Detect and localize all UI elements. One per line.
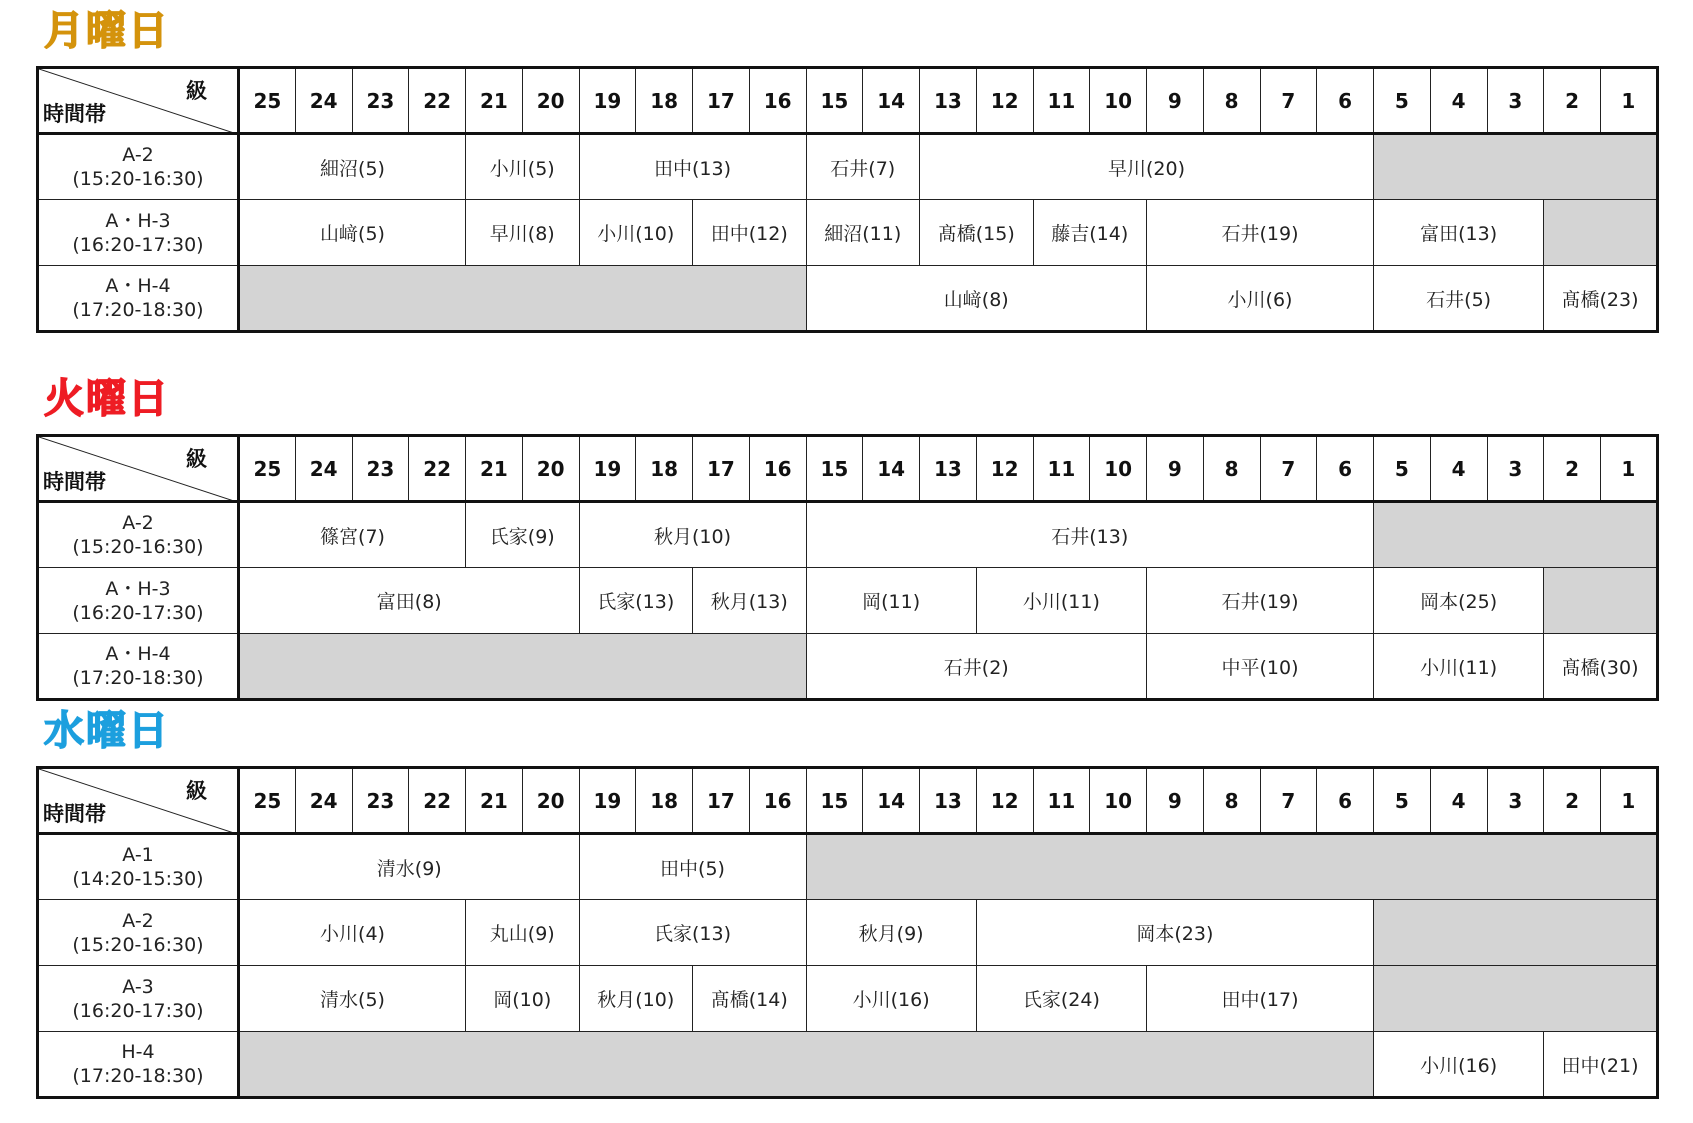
unavailable-cell	[1374, 134, 1658, 200]
unavailable-cell	[1374, 966, 1658, 1032]
grade-header-cell: 12	[976, 68, 1033, 134]
grade-header-cell: 17	[693, 436, 750, 502]
grade-header-cell: 1	[1601, 68, 1658, 134]
instructor-cell: 氏家(13)	[579, 568, 693, 634]
instructor-cell: 髙橋(23)	[1544, 266, 1658, 332]
grade-header-cell: 1	[1601, 768, 1658, 834]
grade-header-cell: 18	[636, 68, 693, 134]
grade-header-cell: 11	[1033, 68, 1090, 134]
time-range: (15:20-16:30)	[72, 933, 204, 956]
instructor-cell: 早川(8)	[466, 200, 580, 266]
grade-header-cell: 24	[295, 768, 352, 834]
grade-header-cell: 25	[239, 68, 296, 134]
unavailable-cell	[239, 266, 807, 332]
grade-header-cell: 14	[863, 436, 920, 502]
instructor-cell: 岡(10)	[466, 966, 580, 1032]
time-slot-row	[38, 834, 1658, 900]
grade-header-row	[38, 768, 1658, 834]
grade-header-cell: 4	[1430, 436, 1487, 502]
grade-header-cell: 2	[1544, 768, 1601, 834]
instructor-cell: 秋月(10)	[579, 966, 693, 1032]
time-slot-header	[38, 834, 239, 900]
grade-header-cell: 13	[920, 68, 977, 134]
instructor-cell: 細沼(5)	[239, 134, 466, 200]
grade-header-cell: 14	[863, 768, 920, 834]
instructor-cell: 山﨑(8)	[806, 266, 1147, 332]
grade-header-cell: 10	[1090, 68, 1147, 134]
grade-header-cell: 10	[1090, 768, 1147, 834]
time-slot-label: 時間帯	[43, 802, 106, 826]
instructor-cell: 石井(5)	[1374, 266, 1544, 332]
grade-header-cell: 22	[409, 68, 466, 134]
instructor-cell: 丸山(9)	[466, 900, 580, 966]
day-title: 月曜日	[44, 8, 170, 54]
instructor-cell: 早川(20)	[920, 134, 1374, 200]
schedule-table	[36, 766, 1659, 1099]
grade-header-cell: 18	[636, 768, 693, 834]
time-slot-row	[38, 966, 1658, 1032]
class-code: A・H-3	[105, 209, 171, 232]
time-slot-row	[38, 568, 1658, 634]
class-code: A・H-4	[105, 275, 171, 297]
time-slot-row	[38, 900, 1658, 966]
grade-header-cell: 15	[806, 68, 863, 134]
instructor-cell: 篠宮(7)	[239, 502, 466, 568]
instructor-cell: 秋月(13)	[693, 568, 807, 634]
instructor-cell: 小川(16)	[806, 966, 976, 1032]
instructor-cell: 岡本(23)	[976, 900, 1373, 966]
unavailable-cell	[239, 634, 807, 700]
class-code: A-2	[122, 512, 154, 534]
grade-header-cell: 4	[1430, 768, 1487, 834]
class-code: A-2	[122, 144, 154, 166]
time-range: (16:20-17:30)	[72, 233, 204, 256]
corner-header	[38, 436, 239, 502]
grade-header-cell: 18	[636, 436, 693, 502]
grade-header-cell: 5	[1374, 768, 1431, 834]
grade-header-cell: 25	[239, 768, 296, 834]
time-range: (16:20-17:30)	[72, 999, 204, 1022]
instructor-cell: 田中(21)	[1544, 1032, 1658, 1098]
grade-label: 級	[186, 79, 207, 103]
instructor-cell: 髙橋(15)	[920, 200, 1034, 266]
instructor-cell: 髙橋(30)	[1544, 634, 1658, 700]
instructor-cell: 石井(7)	[806, 134, 920, 200]
grade-header-cell: 9	[1147, 68, 1204, 134]
grade-header-cell: 17	[693, 768, 750, 834]
instructor-cell: 氏家(24)	[976, 966, 1146, 1032]
time-range: (17:20-18:30)	[72, 299, 204, 321]
instructor-cell: 山﨑(5)	[239, 200, 466, 266]
time-slot-row	[38, 502, 1658, 568]
grade-header-cell: 5	[1374, 68, 1431, 134]
grade-header-cell: 15	[806, 768, 863, 834]
grade-header-cell: 8	[1203, 68, 1260, 134]
time-slot-row	[38, 134, 1658, 200]
instructor-cell: 田中(13)	[579, 134, 806, 200]
instructor-cell: 小川(16)	[1374, 1032, 1544, 1098]
time-range: (17:20-18:30)	[72, 1065, 204, 1087]
time-slot-header	[38, 1032, 239, 1098]
grade-header-cell: 20	[522, 436, 579, 502]
grade-header-cell: 16	[749, 768, 806, 834]
grade-header-cell: 10	[1090, 436, 1147, 502]
schedule-table	[36, 434, 1659, 701]
class-code: A・H-3	[105, 577, 171, 600]
grade-header-cell: 7	[1260, 768, 1317, 834]
time-range: (15:20-16:30)	[72, 536, 204, 558]
grade-header-cell: 3	[1487, 68, 1544, 134]
grade-header-cell: 22	[409, 768, 466, 834]
unavailable-cell	[239, 1032, 1374, 1098]
grade-header-cell: 24	[295, 436, 352, 502]
grade-header-cell: 22	[409, 436, 466, 502]
day-title: 火曜日	[44, 376, 170, 422]
time-slot-header	[38, 634, 239, 700]
grade-header-cell: 5	[1374, 436, 1431, 502]
grade-header-cell: 12	[976, 436, 1033, 502]
grade-header-cell: 23	[352, 768, 409, 834]
time-slot-row	[38, 634, 1658, 700]
grade-header-cell: 3	[1487, 768, 1544, 834]
corner-header	[38, 768, 239, 834]
unavailable-cell	[1374, 502, 1658, 568]
grade-header-cell: 7	[1260, 436, 1317, 502]
time-slot-row	[38, 266, 1658, 332]
time-range: (15:20-16:30)	[72, 168, 204, 190]
instructor-cell: 秋月(9)	[806, 900, 976, 966]
grade-header-cell: 6	[1317, 436, 1374, 502]
grade-header-cell: 19	[579, 436, 636, 502]
instructor-cell: 小川(11)	[1374, 634, 1544, 700]
class-code: A-2	[122, 909, 154, 932]
schedule-table	[36, 66, 1659, 333]
grade-header-cell: 16	[749, 436, 806, 502]
grade-header-cell: 13	[920, 436, 977, 502]
grade-header-cell: 19	[579, 68, 636, 134]
unavailable-cell	[806, 834, 1657, 900]
time-range: (17:20-18:30)	[72, 667, 204, 689]
instructor-cell: 氏家(13)	[579, 900, 806, 966]
class-code: A-3	[122, 975, 154, 998]
grade-header-cell: 12	[976, 768, 1033, 834]
instructor-cell: 富田(8)	[239, 568, 580, 634]
instructor-cell: 細沼(11)	[806, 200, 920, 266]
time-slot-header	[38, 568, 239, 634]
time-slot-row	[38, 200, 1658, 266]
time-slot-label: 時間帯	[43, 102, 106, 126]
instructor-cell: 清水(9)	[239, 834, 580, 900]
grade-header-cell: 16	[749, 68, 806, 134]
unavailable-cell	[1374, 900, 1658, 966]
grade-header-cell: 23	[352, 436, 409, 502]
grade-header-cell: 9	[1147, 436, 1204, 502]
grade-header-cell: 15	[806, 436, 863, 502]
grade-header-cell: 2	[1544, 68, 1601, 134]
instructor-cell: 氏家(9)	[466, 502, 580, 568]
instructor-cell: 田中(17)	[1147, 966, 1374, 1032]
instructor-cell: 藤吉(14)	[1033, 200, 1147, 266]
instructor-cell: 小川(6)	[1147, 266, 1374, 332]
grade-header-cell: 6	[1317, 68, 1374, 134]
grade-header-cell: 9	[1147, 768, 1204, 834]
grade-header-cell: 14	[863, 68, 920, 134]
grade-header-cell: 2	[1544, 436, 1601, 502]
grade-header-cell: 1	[1601, 436, 1658, 502]
time-slot-row	[38, 1032, 1658, 1098]
instructor-cell: 小川(10)	[579, 200, 693, 266]
day-title: 水曜日	[44, 708, 170, 754]
grade-header-cell: 17	[693, 68, 750, 134]
time-slot-header	[38, 266, 239, 332]
grade-header-cell: 20	[522, 768, 579, 834]
grade-header-cell: 13	[920, 768, 977, 834]
instructor-cell: 秋月(10)	[579, 502, 806, 568]
time-range: (14:20-15:30)	[72, 868, 204, 890]
grade-label: 級	[186, 779, 207, 803]
instructor-cell: 石井(19)	[1147, 200, 1374, 266]
grade-header-cell: 19	[579, 768, 636, 834]
grade-header-cell: 21	[466, 768, 523, 834]
instructor-cell: 清水(5)	[239, 966, 466, 1032]
grade-header-cell: 21	[466, 68, 523, 134]
grade-header-cell: 7	[1260, 68, 1317, 134]
instructor-cell: 小川(11)	[976, 568, 1146, 634]
instructor-cell: 田中(12)	[693, 200, 807, 266]
grade-header-cell: 8	[1203, 436, 1260, 502]
unavailable-cell	[1544, 200, 1658, 266]
grade-header-cell: 3	[1487, 436, 1544, 502]
instructor-cell: 石井(2)	[806, 634, 1147, 700]
grade-header-cell: 6	[1317, 768, 1374, 834]
class-code: A・H-4	[105, 643, 171, 665]
grade-header-cell: 20	[522, 68, 579, 134]
class-code: A-1	[122, 844, 154, 866]
time-slot-header	[38, 200, 239, 266]
grade-label: 級	[186, 447, 207, 471]
grade-header-cell: 21	[466, 436, 523, 502]
time-slot-header	[38, 502, 239, 568]
instructor-cell: 中平(10)	[1147, 634, 1374, 700]
corner-header	[38, 68, 239, 134]
time-slot-label: 時間帯	[43, 470, 106, 494]
time-slot-header	[38, 900, 239, 966]
instructor-cell: 石井(13)	[806, 502, 1374, 568]
time-range: (16:20-17:30)	[72, 601, 204, 624]
unavailable-cell	[1544, 568, 1658, 634]
grade-header-cell: 11	[1033, 768, 1090, 834]
instructor-cell: 富田(13)	[1374, 200, 1544, 266]
time-slot-header	[38, 134, 239, 200]
instructor-cell: 小川(4)	[239, 900, 466, 966]
class-code: H-4	[121, 1041, 155, 1063]
grade-header-cell: 8	[1203, 768, 1260, 834]
grade-header-cell: 11	[1033, 436, 1090, 502]
instructor-cell: 髙橋(14)	[693, 966, 807, 1032]
instructor-cell: 岡(11)	[806, 568, 976, 634]
instructor-cell: 小川(5)	[466, 134, 580, 200]
instructor-cell: 石井(19)	[1147, 568, 1374, 634]
instructor-cell: 田中(5)	[579, 834, 806, 900]
time-slot-header	[38, 966, 239, 1032]
grade-header-cell: 23	[352, 68, 409, 134]
grade-header-row	[38, 436, 1658, 502]
grade-header-cell: 25	[239, 436, 296, 502]
grade-header-cell: 4	[1430, 68, 1487, 134]
grade-header-row	[38, 68, 1658, 134]
instructor-cell: 岡本(25)	[1374, 568, 1544, 634]
grade-header-cell: 24	[295, 68, 352, 134]
